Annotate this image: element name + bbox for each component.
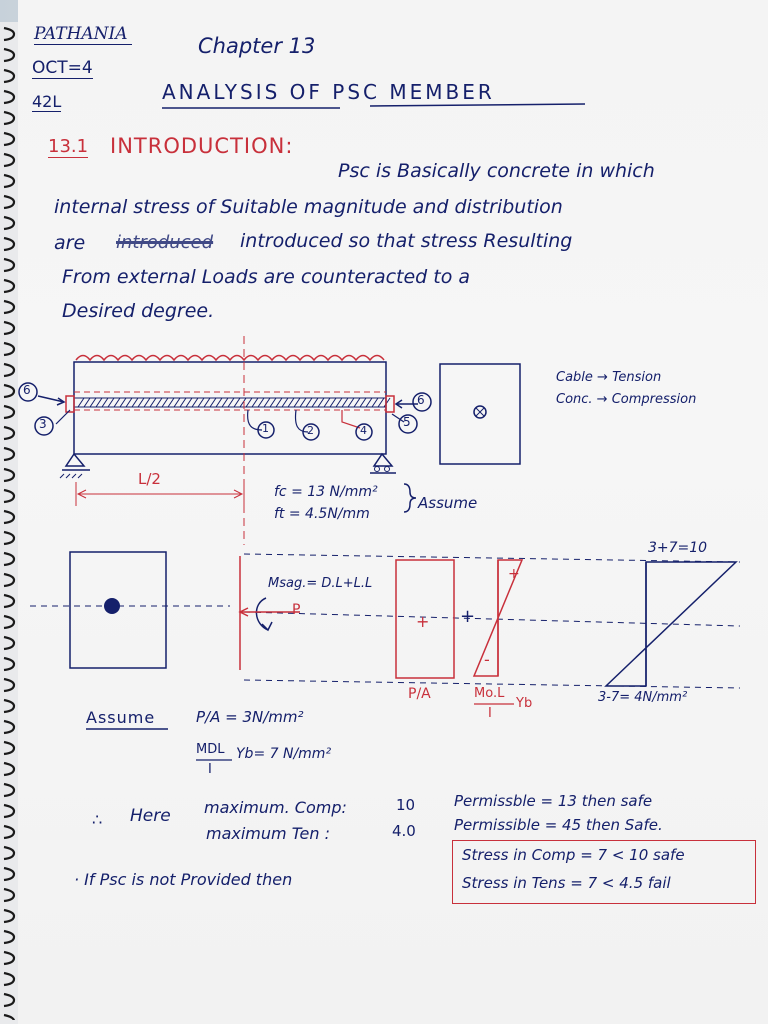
max-compression-value: 10 xyxy=(396,796,416,814)
force-p-label: P xyxy=(292,602,301,618)
intro-line-3a: are xyxy=(54,232,86,254)
intro-line-2: internal stress of Suitable magnitude and distribution xyxy=(54,196,563,218)
pa-label: P/A xyxy=(408,686,431,702)
therefore-symbol: ∴ xyxy=(92,810,103,829)
permissible-compression: Permissble = 13 then safe xyxy=(454,792,653,810)
date-label: OCT=4 xyxy=(32,58,93,78)
top-stress-sum: 3+7=10 xyxy=(648,540,708,556)
plus-pa: + xyxy=(416,612,430,631)
assume-label: Assume xyxy=(86,708,156,727)
label-six-right: 6 xyxy=(417,393,425,407)
bottom-stress-diff: 3-7= 4N/mm² xyxy=(598,690,688,705)
half-span-label: L/2 xyxy=(138,470,161,488)
section-heading: INTRODUCTION: xyxy=(110,134,294,158)
resultant-stress xyxy=(606,562,736,686)
label-five: 5 xyxy=(403,415,411,429)
assume-tag: Assume xyxy=(418,494,478,512)
conclusion-statement: · If Psc is not Provided then xyxy=(74,870,293,889)
pa-value: P/A = 3N/mm² xyxy=(196,708,304,726)
conclusion-tens: Stress in Tens = 7 < 4.5 fail xyxy=(462,874,671,892)
mdl-numerator: Mo.L xyxy=(474,686,505,701)
allowable-ft: ft = 4.5N/mm xyxy=(274,506,370,522)
plus-between: + xyxy=(460,606,476,627)
intro-line-3b: introduced so that stress Resulting xyxy=(240,230,573,252)
label-three: 3 xyxy=(39,417,47,431)
here-word: Here xyxy=(130,806,171,826)
note-cable: Cable → Tension xyxy=(556,370,662,385)
permissible-tension: Permissible = 45 then Safe. xyxy=(454,816,663,834)
page-title: ANALYSIS OF PSC MEMBER xyxy=(162,80,495,104)
yb-label: Yb xyxy=(516,696,533,711)
label-six-left: 6 xyxy=(23,383,31,397)
intro-line-1: Psc is Basically concrete in which xyxy=(338,160,655,182)
allowable-fc: fc = 13 N/mm² xyxy=(274,484,378,500)
struck-out-word: introduced xyxy=(116,232,214,253)
assume-mdl-den: I xyxy=(208,762,212,777)
max-tension-value: 4.0 xyxy=(392,822,416,840)
section-number: 13.1 xyxy=(48,136,89,157)
mdl-denominator: I xyxy=(488,706,492,721)
assume-mdl-num: MDL xyxy=(196,742,225,757)
note-concrete: Conc. → Compression xyxy=(556,392,697,407)
minus-bottom: - xyxy=(484,650,490,669)
author-name: PATHANIA xyxy=(34,24,132,45)
label-two: 2 xyxy=(307,424,314,437)
intro-line-4: From external Loads are counteracted to a xyxy=(62,266,471,288)
tendon-dot xyxy=(104,598,120,614)
max-compression: maximum. Comp: xyxy=(204,798,347,817)
chapter-title: Chapter 13 xyxy=(198,34,316,58)
lecture-label: 42L xyxy=(32,92,62,111)
label-one: 1 xyxy=(262,422,269,435)
intro-line-5: Desired degree. xyxy=(62,300,215,322)
moment-label: Msag.= D.L+L.L xyxy=(268,576,373,591)
label-four: 4 xyxy=(360,424,367,437)
plus-top: + xyxy=(508,566,520,582)
conclusion-comp: Stress in Comp = 7 < 10 safe xyxy=(462,846,685,864)
assume-mdl-value: Yb= 7 N/mm² xyxy=(236,746,332,762)
max-tension: maximum Ten : xyxy=(206,824,330,843)
